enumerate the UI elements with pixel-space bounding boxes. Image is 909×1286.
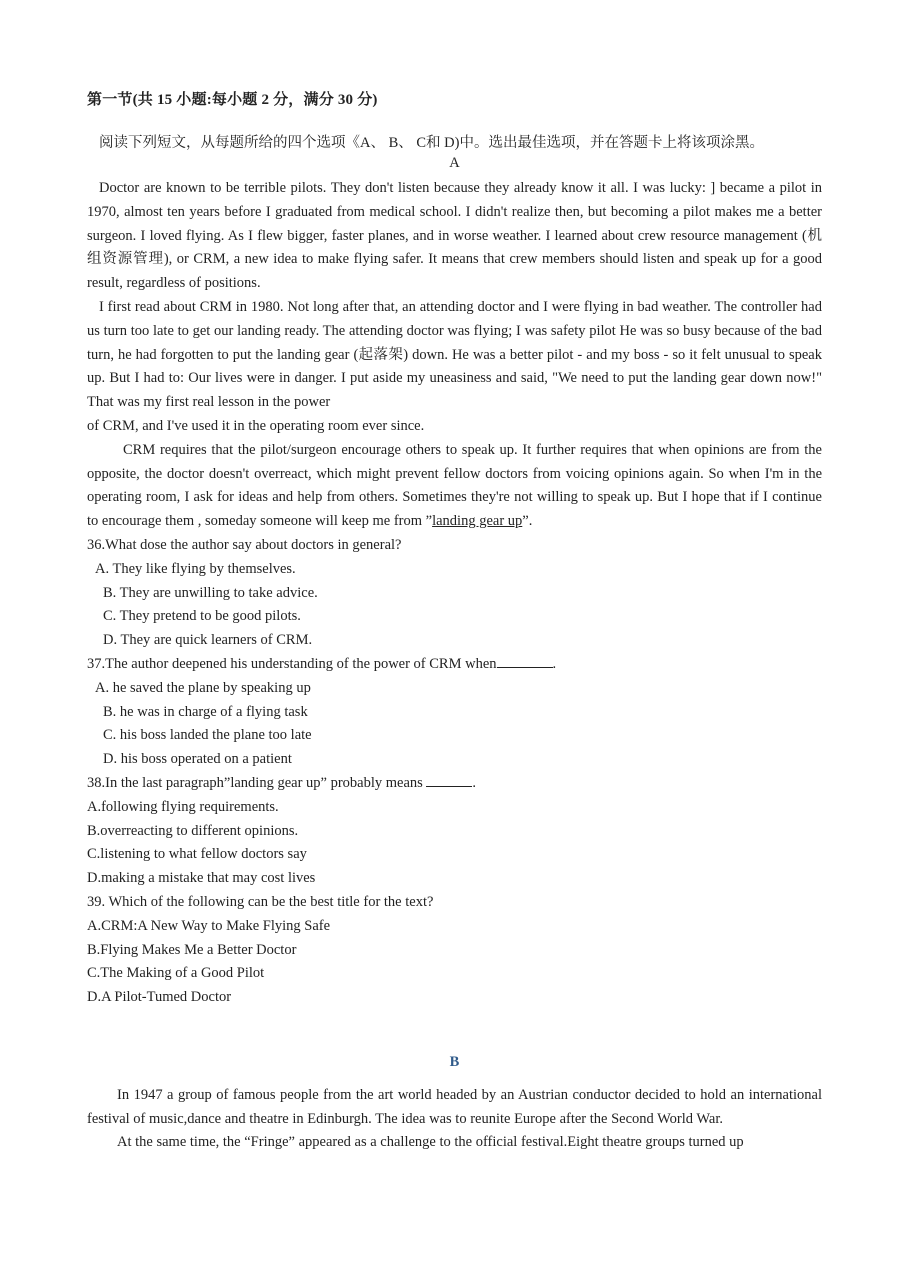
answer-blank (426, 772, 472, 787)
question-37 (87, 653, 822, 772)
question-stem-end: . (552, 655, 557, 672)
option-d: D.A Pilot-Tumed Doctor (87, 989, 232, 1006)
instructions: 阅读下列短文，从每题所给的四个选项《A、 B、 C和 D)中。选出最佳选项，并在答题卡上将该项涂黑。 (99, 135, 764, 151)
passage-a-paragraph-2-end: of CRM, and I've used it in the operating room ever since. (87, 417, 425, 434)
passage-a-paragraph-1: Doctor are known to be terrible pilots. They don't listen because they already know it all. I was lucky: ] became a pilot in 1970, almost ten years before I graduated from medical school. I didn't realize then, but becoming a pilot makes me a better surgeon. I loved flying. As I flew bigger, faster planes, and in worse weather. I learned about crew resource management (机组资源管理), or CRM, a new idea to make flying safer. It means that crew members should listen and speak up for a good result, regardless of positions. (87, 180, 822, 292)
paragraph-3-end: ”. (522, 513, 533, 530)
option-b: B. They are unwilling to take advice. (103, 584, 318, 601)
option-a: A.CRM:A New Way to Make Flying Safe (87, 917, 331, 934)
answer-blank (497, 653, 553, 668)
passage-b-paragraph-2: At the same time, the “Fringe” appeared as a challenge to the official festival.Eight theatre groups turned up (117, 1134, 744, 1151)
option-b: B.Flying Makes Me a Better Doctor (87, 941, 297, 958)
passage-b-label: B (449, 1053, 460, 1070)
option-a: A. They like flying by themselves. (95, 560, 296, 577)
option-d: D. his boss operated on a patient (103, 751, 292, 768)
passage-b-paragraph-1: In 1947 a group of famous people from the art world headed by an Austrian conductor decided to hold an international festival of music,dance and theatre in Edinburgh. The idea was to reunite Europe after the Second World War. (87, 1086, 822, 1127)
underlined-phrase: landing gear up (432, 513, 523, 530)
question-stem (87, 653, 822, 677)
passage-a-paragraph-2: I first read about CRM in 1980. Not long after that, an attending doctor and I were flying in bad weather. The controller had us turn too late to get our landing ready. The attending doctor was flying; I was safety pilot He was so busy because of the bad turn, he had forgotten to put the landing gear (起落架) down. He was a better pilot - and my boss - so it felt unusual to speak up. But I had to: Our lives were in danger. I put aside my uneasiness and said, "We need to put the landing gear down now!" That was my first real lesson in the power (87, 298, 822, 411)
question-stem: 36.What dose the author say about doctors in general? (87, 536, 402, 553)
question-stem: 39. Which of the following can be the best title for the text? (87, 893, 434, 910)
option-b: B.overreacting to different opinions. (87, 822, 299, 839)
option-c: C. They pretend to be good pilots. (103, 608, 301, 625)
question-36 (87, 534, 822, 653)
option-a: A.following flying requirements. (87, 798, 279, 815)
passage-a-label: A (449, 155, 460, 171)
question-stem-text: 37.The author deepened his understanding of the power of CRM when (87, 655, 497, 672)
option-b: B. he was in charge of a flying task (103, 703, 308, 720)
question-38 (87, 772, 822, 891)
paragraph-3-text: CRM requires that the pilot/surgeon encourage others to speak up. It further requires that when opinions are from the opposite, the doctor doesn't overreact, which might prevent fellow doctors from voicing opinions again. So when I'm in the operating room, I ask for ideas and help from others. Sometimes they're not willing to speak up. But I hope that if I continue to encourage them , someday someone will keep me from ” (87, 441, 822, 530)
option-d: D. They are quick learners of CRM. (103, 632, 313, 649)
question-stem-end: . (472, 774, 477, 791)
option-d: D.making a mistake that may cost lives (87, 870, 316, 887)
option-a: A. he saved the plane by speaking up (95, 679, 311, 696)
question-stem (87, 772, 822, 796)
passage-a-paragraph-3 (87, 439, 822, 534)
section-title: 第一节(共 15 小题:每小题 2 分，满分 30 分) (87, 92, 378, 108)
option-c: C.The Making of a Good Pilot (87, 965, 265, 982)
option-c: C. his boss landed the plane too late (103, 727, 312, 744)
question-39 (87, 891, 822, 1010)
exam-page (87, 88, 822, 1155)
question-stem-text: 38.In the last paragraph”landing gear up” probably means (87, 774, 423, 791)
option-c: C.listening to what fellow doctors say (87, 846, 307, 863)
